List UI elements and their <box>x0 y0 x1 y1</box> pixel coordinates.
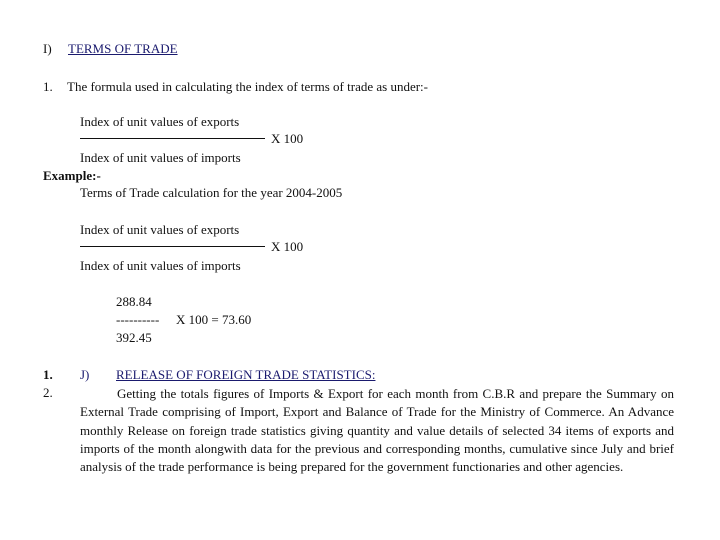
section-j-body: Getting the totals figures of Imports & Export for each month from C.B.R and prepare the Summary on External Trade comprising of Import, Export and Balance of Trade for the Ministry of Commerce. An Advance monthly Release on foreign trade statistics giving quantity and value details of selected 34 items of exports and imports of the month alongwith data for the previous and corresponding months, cumulative since July and brief analysis of the trade performance is being prepared for the government functionaries and other agencies. <box>80 386 674 475</box>
section-j-marker: J) <box>80 367 90 382</box>
calculation-numerator: 288.84 <box>116 294 152 309</box>
section-j-number-2: 2. <box>43 385 53 400</box>
formula-denominator: Index of unit values of imports <box>80 150 241 165</box>
calculation-dashes: ---------- <box>116 312 160 327</box>
example-caption: Terms of Trade calculation for the year 2004-2005 <box>80 185 343 200</box>
section-i-title: TERMS OF TRADE <box>68 41 178 56</box>
formula-numerator: Index of unit values of exports <box>80 114 240 129</box>
example-numerator: Index of unit values of exports <box>80 222 240 237</box>
section-i-marker: I) <box>43 41 52 56</box>
example-fraction-line <box>80 246 265 247</box>
example-label: Example:- <box>43 168 101 183</box>
formula-item-text: The formula used in calculating the index of terms of trade as under:- <box>67 79 428 94</box>
section-j-body-paragraph <box>80 385 674 476</box>
formula-multiplier: X 100 <box>271 131 304 146</box>
calculation-expression: X 100 = 73.60 <box>176 312 252 327</box>
example-multiplier: X 100 <box>271 239 304 254</box>
formula-fraction-line <box>80 138 265 139</box>
calculation-denominator: 392.45 <box>116 330 152 345</box>
section-j-title: RELEASE OF FOREIGN TRADE STATISTICS: <box>116 367 376 382</box>
example-denominator: Index of unit values of imports <box>80 258 241 273</box>
section-j-number-1: 1. <box>43 367 53 382</box>
formula-item-number: 1. <box>43 79 53 94</box>
